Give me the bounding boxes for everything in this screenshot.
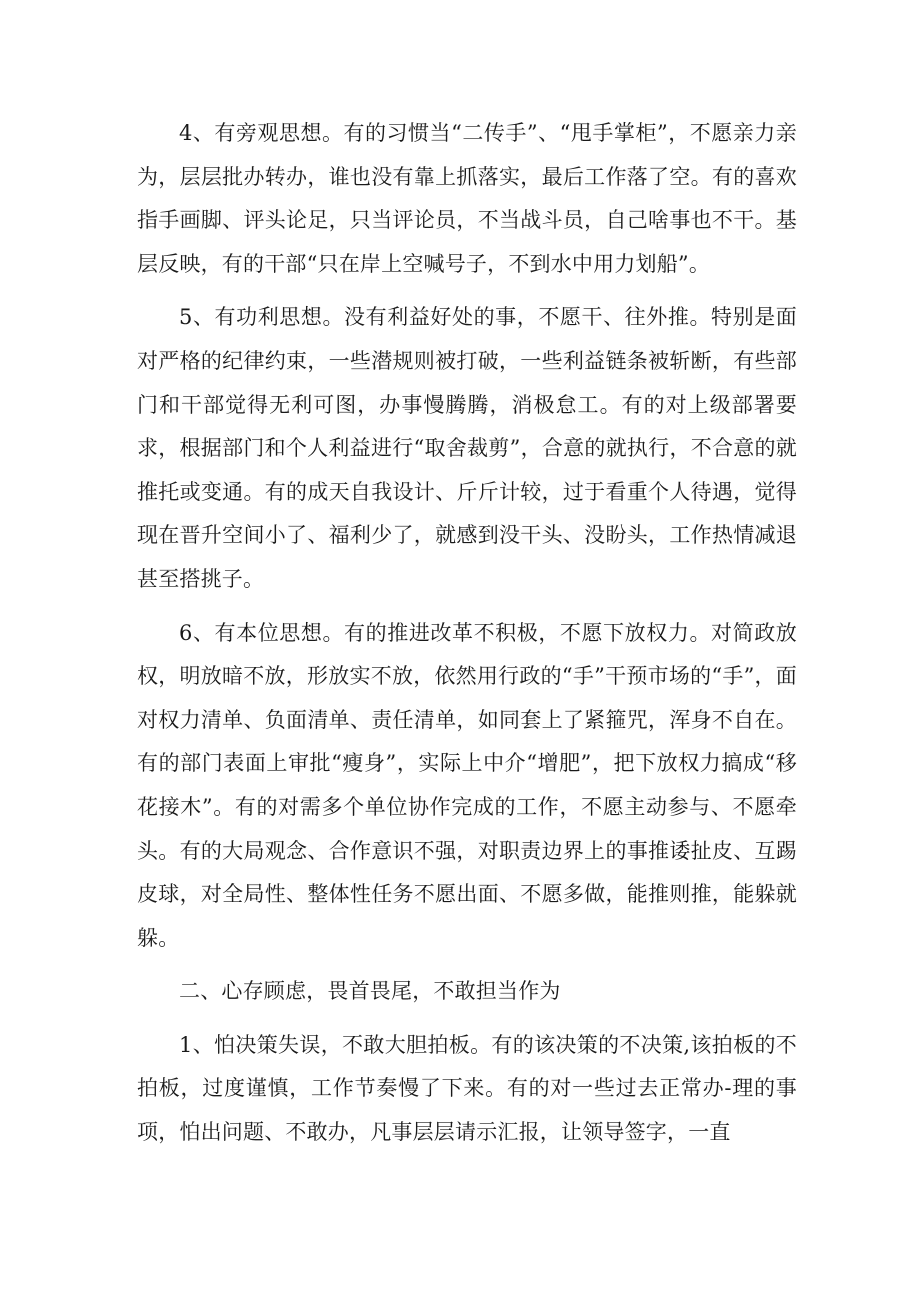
paragraph-6: 6、有本位思想。有的推进改革不积极，不愿下放权力。对简政放权，明放暗不放，形放实不放，依然用行政的“手”干预市场的“手”，面对权力清单、负面清单、责任清单，如同套上了紧箍咒，浑身不自在。有的部门表面上审批“瘦身”，实际上中介“增肥”，把下放权力搞成“移花接木”。有的对需多个单位协作完成的工作，不愿主动参与、不愿牵头。有的大局观念、合作意识不强，对职责边界上的事推诿扯皮、互踢皮球，对全局性、整体性任务不愿出面、不愿多做，能推则推，能躲就躲。 <box>137 620 797 950</box>
paragraph-4: 4、有旁观思想。有的习惯当“二传手”、“甩手掌柜”，不愿亲力亲为，层层批办转办，谁也没有靠上抓落实，最后工作落了空。有的喜欢指手画脚、评头论足，只当评论员，不当战斗员，自己啥事也不干。基层反映，有的干部“只在岸上空喊号子，不到水中用力划船”。 <box>137 121 797 276</box>
paragraph-1: 1、怕决策失误，不敢大胆拍板。有的该决策的不决策,该拍板的不拍板，过度谨慎，工作节奏慢了下来。有的对一些过去正常办-理的事项，怕出问题、不敢办，凡事层层请示汇报，让领导签字，一直 <box>137 1032 797 1145</box>
paragraph-5: 5、有功利思想。没有利益好处的事，不愿干、往外推。特别是面对严格的纪律约束，一些潜规则被打破，一些利益链条被斩断，有些部门和干部觉得无利可图，办事慢腾腾，消极怠工。有的对上级部署要求，根据部门和个人利益进行“取舍裁剪”，合意的就执行，不合意的就推托或变通。有的成天自我设计、斤斤计较，过于看重个人待遇，觉得现在晋升空间小了、福利少了，就感到没干头、没盼头，工作热情减退甚至搭挑子。 <box>137 305 797 591</box>
section-heading: 二、心存顾虑，畏首畏尾，不敢担当作为 <box>179 979 561 1004</box>
document-body <box>137 112 797 1165</box>
